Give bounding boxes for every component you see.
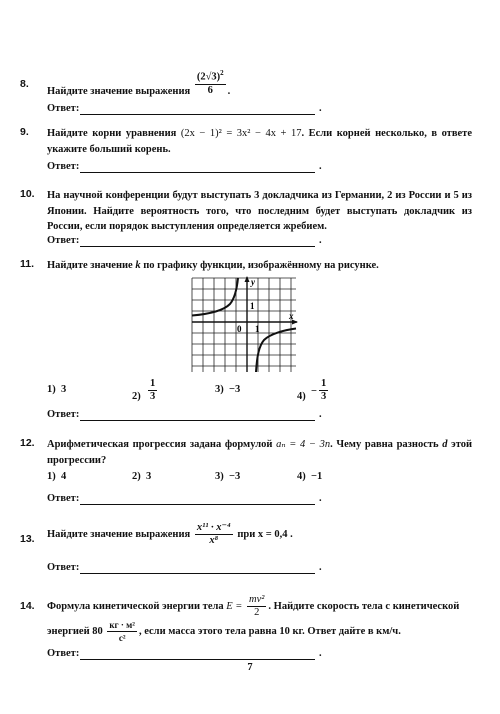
unit-fraction: $\frac{\text{кг · м²}}{\text{с²}}$ [109,620,135,643]
question-number: 12. [20,437,35,449]
function-graph [190,276,300,374]
question-text: Найдите корни уравнения (2x − 1)² = 3x² − 4x + 17. Если корней несколько, в ответе укажите больший корень. [47,128,472,155]
option-2[interactable]: 2) $\frac{1}{3}$ [132,378,156,402]
y-axis-arrow-icon [245,276,250,282]
x-axis-label: x [289,311,294,321]
question-number: 8. [20,78,29,90]
question-number: 13. [20,533,35,545]
answer-field-13[interactable]: Ответ: . [47,562,322,573]
answer-field-10[interactable]: Ответ: . [47,235,322,246]
y-axis-label: y [251,277,255,287]
hyperbola-branch-right [256,329,296,373]
origin-label: 0 [237,324,242,334]
option-4[interactable]: 4) − $\frac{1}{3}$ [297,378,327,402]
question-text: Формула кинетической энергии тела E = $\frac{\text{mv²}}{2}$ . Найдите скорость тела с кинетической энергией 80 $\frac{\text{кг · м²}}{\text{с²}}$ , если масса этого тела равна 10 кг. Ответ дайте в км/ч. [47,594,460,643]
hyperbola-branch-left [192,278,238,316]
option-4[interactable]: 4) −1 [297,471,323,482]
option-3[interactable]: 3) −3 [215,471,241,482]
question-text: Найдите значение k по графику функции, изображённому на рисунке. [47,260,379,271]
question-text: Найдите значение выражения $\frac{\text{x¹¹ · x⁻⁴}}{\text{x⁸}}$ при x = 0,4 . [47,522,293,546]
y-unit-label: 1 [250,301,255,311]
option-1[interactable]: 1) 4 [47,471,67,482]
question-text: Найдите значение выражения $\frac{(2√3)^2}{6}$ . [47,69,231,98]
question-number: 10. [20,188,35,200]
option-3[interactable]: 3) −3 [215,384,241,395]
option-1[interactable]: 1) 3 [47,384,67,395]
fraction: $\frac{\text{x¹¹ · x⁻⁴}}{\text{x⁸}}$ [196,522,231,546]
option-2[interactable]: 2) 3 [132,471,152,482]
answer-field-8[interactable]: Ответ: . [47,103,322,114]
question-text: На научной конференции будут выступать 3 докладчика из Германии, 2 из России и 5 из Японии. Найдите вероятность того, что последним будет выступать докладчик из России, если порядок выступления определяется жребием. [47,190,472,232]
question-number: 11. [20,258,35,270]
answer-field-12[interactable]: Ответ: . [47,493,322,504]
x-unit-label: 1 [255,324,260,334]
page-number: 7 [247,662,253,673]
fraction: $\frac{(2√3)^2}{6}$ [196,69,224,96]
question-number: 14. [20,600,35,612]
answer-field-14[interactable]: Ответ: . [47,648,322,659]
question-text: Арифметическая прогрессия задана формулой aₙ = 4 − 3n. Чему равна разность d этой прогрессии? [47,439,473,466]
graph-grid [192,278,296,372]
question-number: 9. [20,126,29,138]
fraction: $\frac{\text{mv²}}{2}$ [249,594,265,618]
answer-field-11[interactable]: Ответ: . [47,409,322,420]
answer-field-9[interactable]: Ответ: . [47,161,322,172]
